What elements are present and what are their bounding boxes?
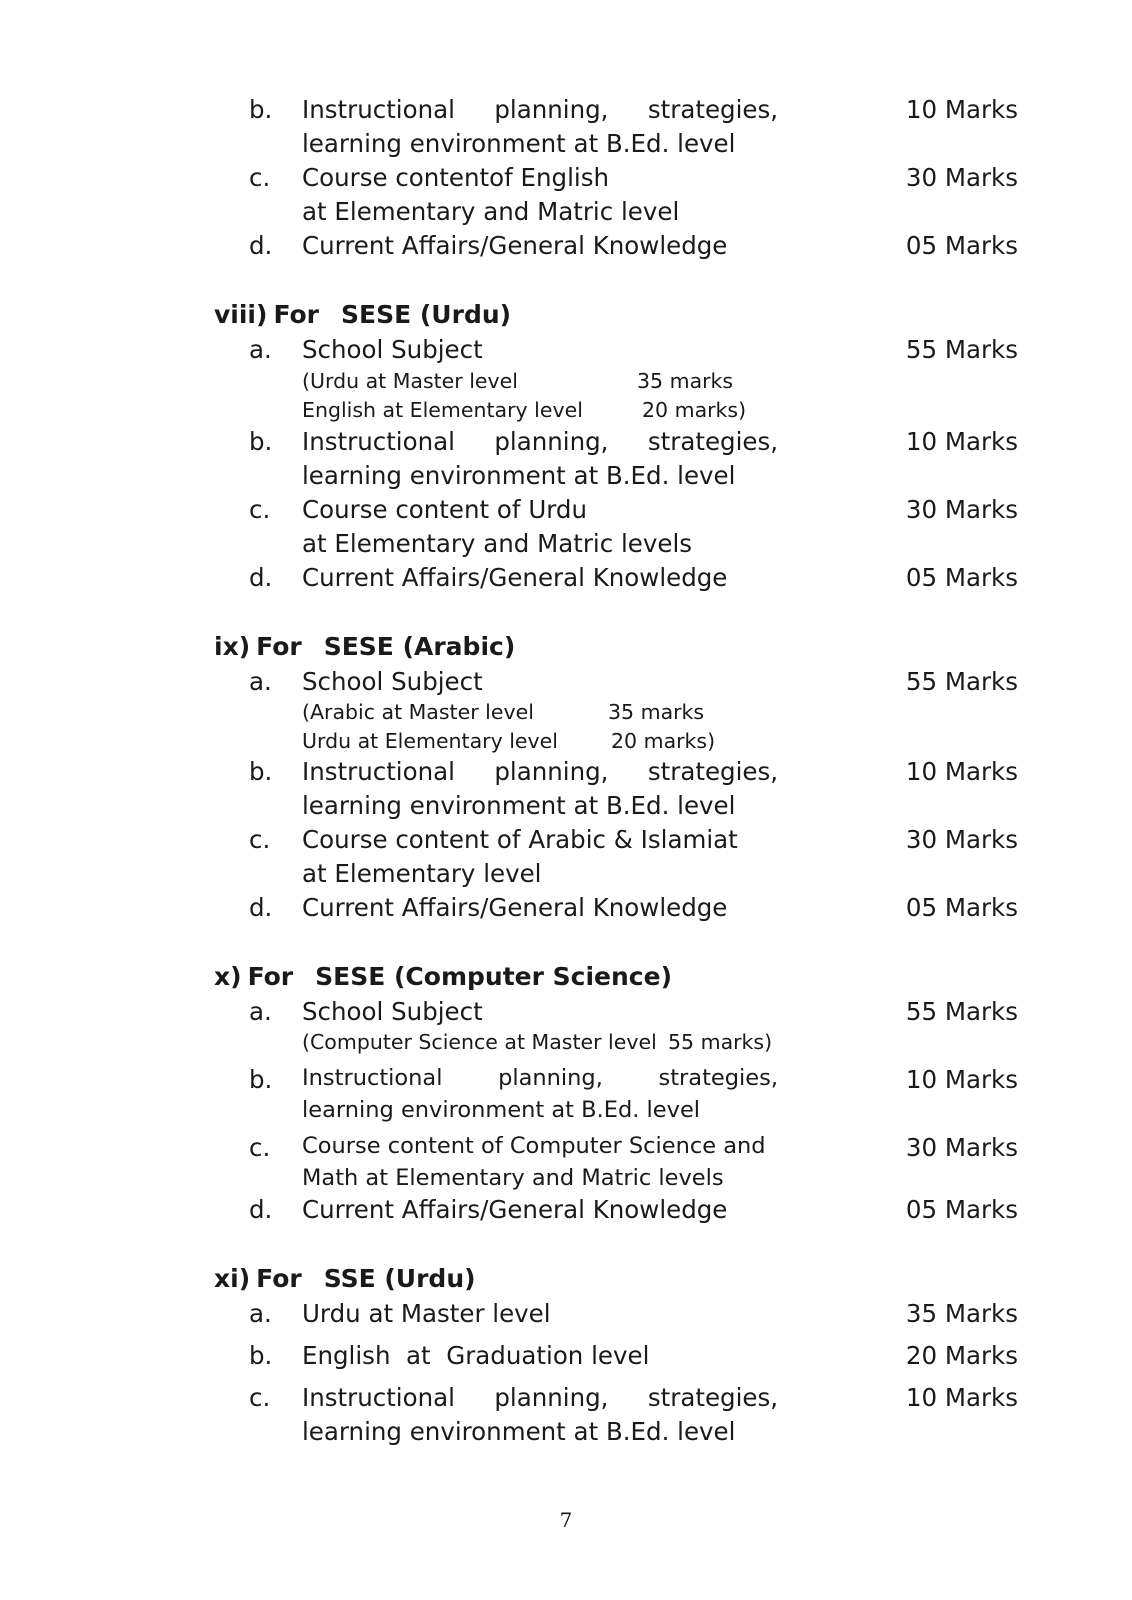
- word: planning,: [494, 95, 609, 124]
- item-letter: b.: [249, 1341, 273, 1370]
- item-text-line2: learning environment at B.Ed. level: [302, 791, 736, 820]
- item-marks: 35 Marks: [905, 1299, 1018, 1328]
- sub-label: Urdu at Elementary level: [302, 729, 558, 753]
- word: Instructional: [302, 427, 455, 456]
- item-text-line1: Course content of Urdu: [302, 495, 587, 524]
- section-numeral: x): [214, 962, 242, 991]
- word: strategies,: [658, 1065, 778, 1091]
- item-text-line2: learning environment at B.Ed. level: [302, 129, 736, 158]
- item-text-line1: [302, 1384, 778, 1412]
- item-marks: 05 Marks: [905, 231, 1018, 260]
- item-letter: b.: [249, 1065, 273, 1094]
- section-subject: SESE (Arabic): [323, 632, 516, 661]
- item-text-line1: Course contentof English: [302, 163, 609, 192]
- sub-label: (Urdu at Master level: [302, 369, 518, 393]
- section-heading: [214, 632, 515, 662]
- item-text-line2: at Elementary and Matric levels: [302, 529, 693, 558]
- item-letter: b.: [249, 95, 273, 124]
- item-letter: d.: [249, 1195, 273, 1224]
- word: planning,: [494, 427, 609, 456]
- sub-marks: 35 marks: [637, 369, 734, 393]
- word: Instructional: [302, 1065, 443, 1091]
- item-letter: c.: [249, 495, 271, 524]
- word: planning,: [494, 757, 609, 786]
- item-text: School Subject: [302, 997, 483, 1026]
- item-text: Urdu at Master level: [302, 1299, 551, 1328]
- sub-label: English at Elementary level: [302, 398, 583, 422]
- section-heading: [214, 300, 511, 330]
- word: strategies,: [647, 757, 778, 786]
- item-letter: a.: [249, 667, 272, 696]
- item-marks: 20 Marks: [905, 1341, 1018, 1370]
- section-numeral: viii): [214, 300, 268, 329]
- item-letter: b.: [249, 427, 273, 456]
- item-text-line1: [302, 428, 778, 456]
- item-marks: 10 Marks: [905, 427, 1018, 456]
- item-text-line2: Math at Elementary and Matric levels: [302, 1165, 724, 1191]
- sub-label: (Arabic at Master level: [302, 700, 534, 724]
- item-marks: 55 Marks: [905, 335, 1018, 364]
- item-text: School Subject: [302, 667, 483, 696]
- item-marks: 30 Marks: [905, 1133, 1018, 1162]
- item-letter: d.: [249, 231, 273, 260]
- word: Instructional: [302, 95, 455, 124]
- item-text-line2: at Elementary and Matric level: [302, 197, 680, 226]
- section-for: For: [273, 300, 320, 329]
- item-letter: d.: [249, 563, 273, 592]
- section-numeral: xi): [214, 1264, 251, 1293]
- item-text-line1: Current Affairs/General Knowledge: [302, 231, 728, 260]
- item-text: Current Affairs/General Knowledge: [302, 1195, 728, 1224]
- sub-marks: 20 marks): [642, 398, 747, 422]
- item-marks: 10 Marks: [905, 757, 1018, 786]
- item-marks: 05 Marks: [905, 563, 1018, 592]
- item-text-line2: learning environment at B.Ed. level: [302, 461, 736, 490]
- section-for: For: [247, 962, 294, 991]
- item-marks: 30 Marks: [905, 495, 1018, 524]
- item-letter: c.: [249, 163, 271, 192]
- section-numeral: ix): [214, 632, 251, 661]
- sub-marks: 55 marks): [668, 1030, 773, 1054]
- item-text-line2: at Elementary level: [302, 859, 542, 888]
- item-letter: a.: [249, 335, 272, 364]
- page-number: 7: [559, 1508, 573, 1532]
- word: strategies,: [647, 95, 778, 124]
- item-letter: a.: [249, 1299, 272, 1328]
- item-marks: 55 Marks: [905, 997, 1018, 1026]
- word: Instructional: [302, 757, 455, 786]
- sub-label: (Computer Science at Master level: [302, 1030, 657, 1054]
- item-marks: 05 Marks: [905, 893, 1018, 922]
- item-text-line1: [302, 758, 778, 786]
- item-letter: a.: [249, 997, 272, 1026]
- sub-marks: 20 marks): [611, 729, 716, 753]
- item-text-line2: learning environment at B.Ed. level: [302, 1097, 701, 1123]
- word: strategies,: [647, 427, 778, 456]
- item-text-line2: learning environment at B.Ed. level: [302, 1417, 736, 1446]
- item-marks: 10 Marks: [905, 95, 1018, 124]
- item-text-line1: [302, 1064, 778, 1092]
- item-marks: 05 Marks: [905, 1195, 1018, 1224]
- item-letter: d.: [249, 893, 273, 922]
- word: planning,: [498, 1065, 603, 1091]
- section-heading: [214, 962, 672, 992]
- item-text: Current Affairs/General Knowledge: [302, 893, 728, 922]
- item-text: Current Affairs/General Knowledge: [302, 563, 728, 592]
- word: planning,: [494, 1383, 609, 1412]
- section-for: For: [256, 1264, 302, 1293]
- item-letter: b.: [249, 757, 273, 786]
- section-subject: SSE (Urdu): [323, 1264, 476, 1293]
- item-text-line1: [302, 96, 778, 124]
- section-heading: [214, 1264, 476, 1294]
- item-text: English at Graduation level: [302, 1341, 650, 1370]
- item-marks: 10 Marks: [905, 1383, 1018, 1412]
- item-text-line1: Course content of Arabic & Islamiat: [302, 825, 738, 854]
- sub-marks: 35 marks: [608, 700, 705, 724]
- word: strategies,: [647, 1383, 778, 1412]
- item-marks: 10 Marks: [905, 1065, 1018, 1094]
- word: Instructional: [302, 1383, 455, 1412]
- item-marks: 30 Marks: [905, 163, 1018, 192]
- section-for: For: [256, 632, 302, 661]
- section-subject: SESE (Computer Science): [315, 962, 672, 991]
- item-marks: 55 Marks: [905, 667, 1018, 696]
- section-subject: SESE (Urdu): [341, 300, 512, 329]
- item-letter: c.: [249, 1133, 271, 1162]
- item-text: School Subject: [302, 335, 483, 364]
- item-marks: 30 Marks: [905, 825, 1018, 854]
- item-letter: c.: [249, 1383, 271, 1412]
- item-letter: c.: [249, 825, 271, 854]
- item-text-line1: Course content of Computer Science and: [302, 1133, 766, 1159]
